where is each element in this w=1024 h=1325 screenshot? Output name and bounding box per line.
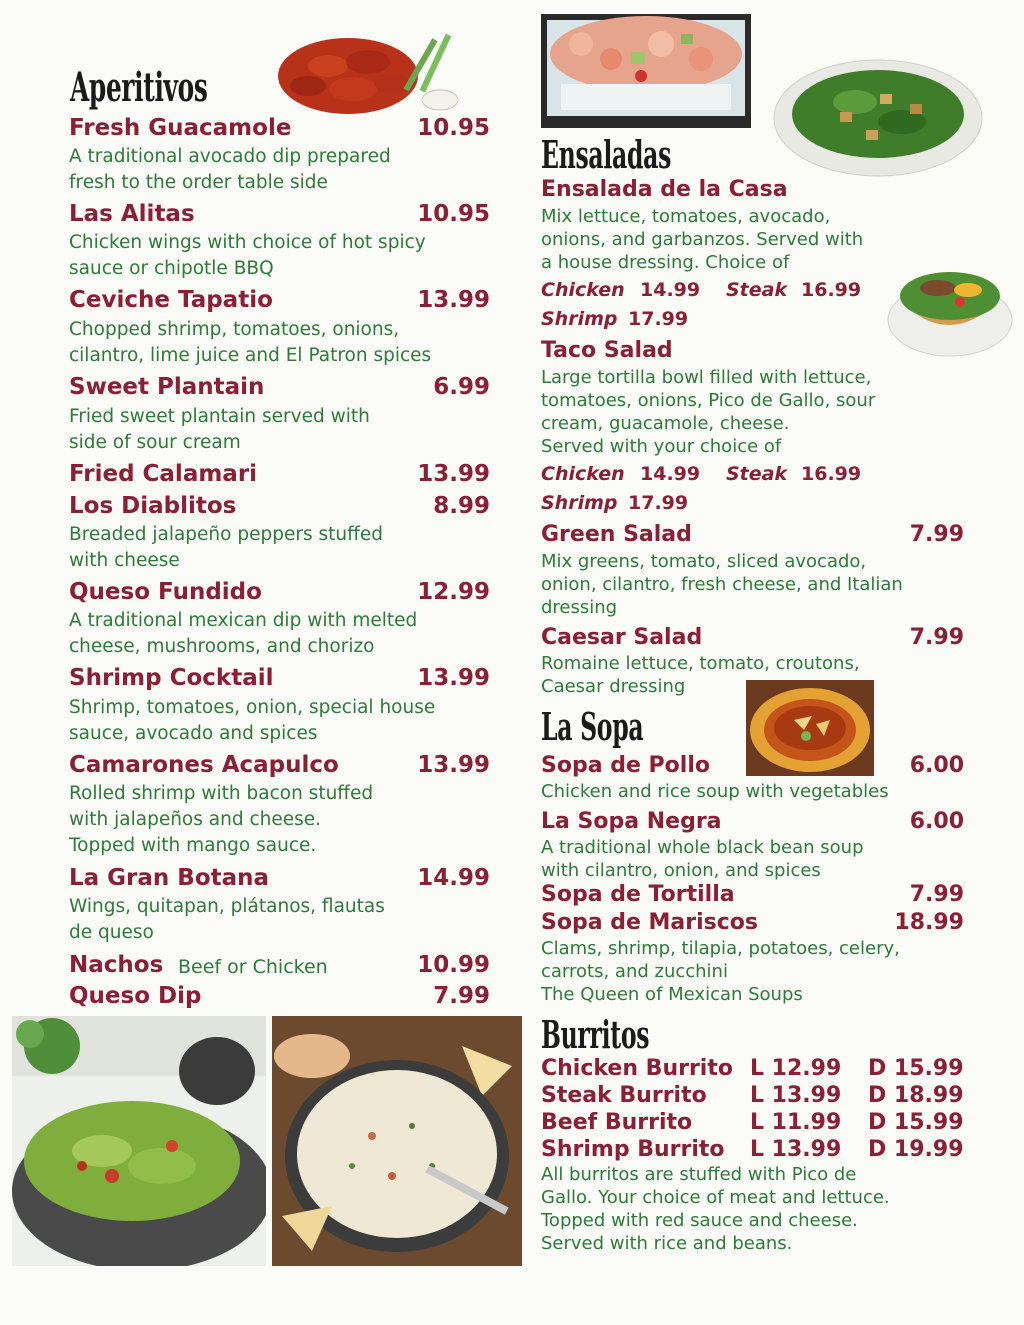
choice-steak-price: 16.99: [801, 279, 862, 301]
ceviche-photo: [541, 14, 751, 128]
item-price: 10.95: [417, 201, 490, 227]
item-desc: with jalapeños and cheese.: [69, 809, 322, 830]
item-name: Shrimp Cocktail: [69, 665, 274, 691]
item-desc: A traditional whole black bean soup: [541, 837, 864, 858]
choice-chicken-price: 14.99: [640, 463, 701, 485]
tortilla-soup-photo: [746, 680, 874, 776]
item-name: Queso Dip: [69, 983, 202, 1009]
item-desc: cilantro, lime juice and El Patron spices: [69, 345, 432, 366]
item-desc: Chicken wings with choice of hot spicy: [69, 232, 426, 253]
lunch-price: L 12.99: [750, 1056, 842, 1081]
item-name: Los Diablitos: [69, 493, 237, 519]
lunch-price: L 13.99: [750, 1083, 842, 1108]
item-name: Las Alitas: [69, 201, 195, 227]
item-desc: fresh to the order table side: [69, 172, 328, 193]
dinner-price: D 15.99: [868, 1056, 964, 1081]
item-price: 13.99: [417, 461, 490, 487]
choice-steak: [726, 279, 787, 301]
item-price: 7.99: [909, 625, 964, 650]
item-desc: Wings, quitapan, plátanos, flautas: [69, 896, 385, 917]
item-desc: cheese, mushrooms, and chorizo: [69, 636, 375, 657]
item-price: 12.99: [417, 579, 490, 605]
item-desc: cream, guacamole, cheese.: [541, 413, 790, 434]
aperitivos-heading: Aperitivos: [70, 64, 208, 111]
item-name: Sweet Plantain: [69, 374, 265, 400]
item-name: Fried Calamari: [69, 461, 258, 487]
guacamole-molcajete-photo: [12, 1016, 266, 1266]
burritos-desc: Topped with red sauce and cheese.: [541, 1210, 858, 1231]
choice-label: Steak: [726, 463, 788, 485]
item-note: Beef or Chicken: [178, 956, 328, 978]
item-desc: sauce or chipotle BBQ: [69, 258, 274, 279]
choice-label: Chicken: [541, 279, 625, 301]
dinner-price: D 19.99: [868, 1137, 964, 1162]
item-price: 8.99: [433, 493, 490, 519]
item-name: Chicken Burrito: [541, 1056, 733, 1081]
item-name: Fresh Guacamole: [69, 115, 292, 141]
item-price: 7.99: [909, 882, 964, 907]
item-desc: dressing: [541, 597, 618, 618]
item-desc: Served with your choice of: [541, 436, 782, 457]
caesar-salad-photo: [770, 52, 985, 180]
lunch-price: L 11.99: [750, 1110, 842, 1135]
item-desc: Large tortilla bowl filled with lettuce,: [541, 367, 872, 388]
item-name: Sopa de Tortilla: [541, 882, 735, 907]
item-desc: Mix greens, tomato, sliced avocado,: [541, 551, 867, 572]
choice-shrimp: [541, 308, 618, 330]
item-desc: tomatoes, onions, Pico de Gallo, sour: [541, 390, 876, 411]
item-name: Sopa de Mariscos: [541, 910, 759, 935]
item-desc: onion, cilantro, fresh cheese, and Italian: [541, 574, 903, 595]
dinner-price: D 15.99: [868, 1110, 964, 1135]
item-desc: with cheese: [69, 550, 180, 571]
item-desc: The Queen of Mexican Soups: [541, 984, 803, 1005]
item-desc: Caesar dressing: [541, 676, 686, 697]
item-desc: Fried sweet plantain served with: [69, 406, 370, 427]
choice-chicken: [541, 463, 625, 485]
item-name: Nachos: [69, 952, 164, 978]
choice-label: Steak: [726, 279, 788, 301]
item-name: Beef Burrito: [541, 1110, 693, 1135]
choice-chicken-price: 14.99: [640, 279, 701, 301]
burritos-heading: Burritos: [541, 1012, 650, 1057]
item-price: 13.99: [417, 752, 490, 778]
item-name: Shrimp Burrito: [541, 1137, 725, 1162]
item-desc: Rolled shrimp with bacon stuffed: [69, 783, 374, 804]
choice-steak: [726, 463, 787, 485]
chicken-wings-photo: [268, 14, 464, 122]
item-desc: side of sour cream: [69, 432, 241, 453]
item-name: Caesar Salad: [541, 625, 703, 650]
item-price: 10.99: [417, 952, 490, 978]
item-name: Taco Salad: [541, 338, 673, 363]
choice-label: Shrimp: [541, 492, 618, 514]
item-name: Sopa de Pollo: [541, 753, 710, 778]
item-price: 13.99: [417, 287, 490, 313]
dinner-price: D 18.99: [868, 1083, 964, 1108]
item-desc: Mix lettuce, tomatoes, avocado,: [541, 206, 831, 227]
item-price: 14.99: [417, 865, 490, 891]
item-name: La Gran Botana: [69, 865, 270, 891]
item-desc: Chopped shrimp, tomatoes, onions,: [69, 319, 400, 340]
item-name: Steak Burrito: [541, 1083, 707, 1108]
item-desc: Topped with mango sauce.: [69, 835, 317, 856]
lunch-price: L 13.99: [750, 1137, 842, 1162]
choice-label: Chicken: [541, 463, 625, 485]
item-name: Queso Fundido: [69, 579, 262, 605]
item-desc: A traditional mexican dip with melted: [69, 610, 418, 631]
item-name: Green Salad: [541, 522, 692, 547]
item-desc: de queso: [69, 922, 154, 943]
item-name: La Sopa Negra: [541, 809, 722, 834]
item-desc: sauce, avocado and spices: [69, 723, 318, 744]
item-desc: onions, and garbanzos. Served with: [541, 229, 864, 250]
taco-salad-photo: [878, 240, 1018, 362]
item-name: Ensalada de la Casa: [541, 177, 788, 202]
item-price: 7.99: [433, 983, 490, 1009]
item-desc: Clams, shrimp, tilapia, potatoes, celery,: [541, 938, 900, 959]
item-price: 7.99: [909, 522, 964, 547]
item-price: 6.00: [909, 809, 964, 834]
choice-label: Shrimp: [541, 308, 618, 330]
item-name: Camarones Acapulco: [69, 752, 339, 778]
ensaladas-heading: Ensaladas: [541, 132, 672, 177]
queso-fundido-photo: [272, 1016, 522, 1266]
la-sopa-heading: La Sopa: [541, 704, 644, 749]
item-desc: Shrimp, tomatoes, onion, special house: [69, 697, 436, 718]
burritos-desc: Gallo. Your choice of meat and lettuce.: [541, 1187, 890, 1208]
item-desc: A traditional avocado dip prepared: [69, 146, 391, 167]
choice-steak-price: 16.99: [801, 463, 862, 485]
item-desc: Breaded jalapeño peppers stuffed: [69, 524, 383, 545]
item-price: 6.99: [433, 374, 490, 400]
choice-chicken: [541, 279, 625, 301]
item-price: 18.99: [894, 910, 964, 935]
item-desc: with cilantro, onion, and spices: [541, 860, 821, 881]
burritos-desc: All burritos are stuffed with Pico de: [541, 1164, 857, 1185]
item-desc: a house dressing. Choice of: [541, 252, 790, 273]
item-desc: carrots, and zucchini: [541, 961, 728, 982]
item-desc: Romaine lettuce, tomato, croutons,: [541, 653, 860, 674]
burritos-desc: Served with rice and beans.: [541, 1233, 793, 1254]
choice-shrimp-price: 17.99: [628, 492, 689, 514]
choice-shrimp: [541, 492, 618, 514]
choice-shrimp-price: 17.99: [628, 308, 689, 330]
item-name: Ceviche Tapatio: [69, 287, 273, 313]
item-price: 6.00: [909, 753, 964, 778]
item-price: 13.99: [417, 665, 490, 691]
item-desc: Chicken and rice soup with vegetables: [541, 781, 889, 802]
item-price: 10.95: [417, 115, 490, 141]
